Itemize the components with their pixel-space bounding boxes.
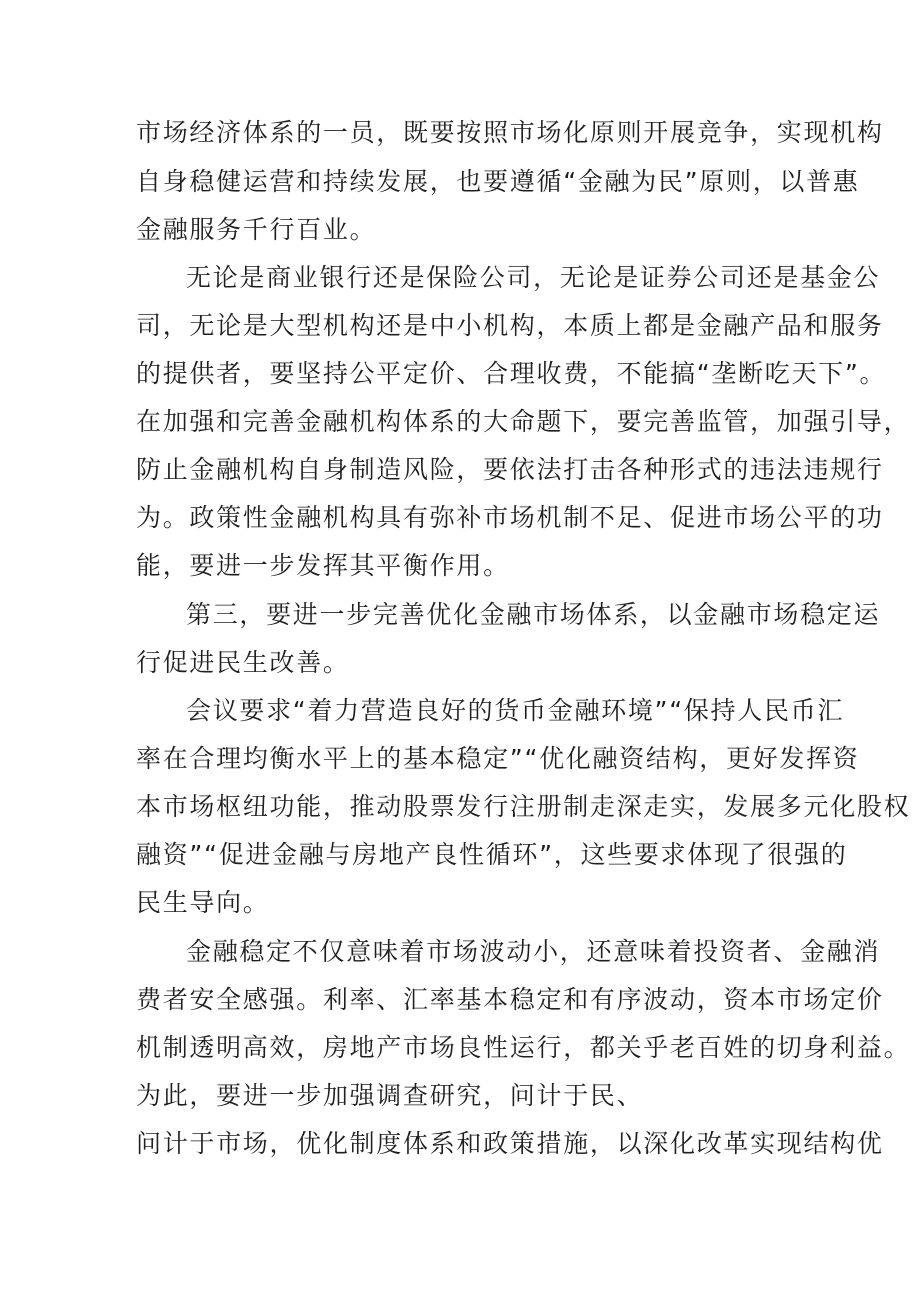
text-line: 费者安全感强。利率、汇率基本稳定和有序波动，资本市场定价 bbox=[136, 985, 884, 1014]
text-line: 机制透明高效，房地产市场良性运行，都关乎老百姓的切身利益。 bbox=[136, 1033, 911, 1062]
text-line: 防止金融机构自身制造风险，要依法打击各种形式的违法违规行 bbox=[136, 455, 884, 484]
text-line: 率在合理均衡水平上的基本稳定”“优化融资结构，更好发挥资 bbox=[136, 744, 860, 773]
text-line: 行促进民生改善。 bbox=[136, 648, 350, 677]
text-line: 问计于市场，优化制度体系和政策措施，以深化改革实现结构优 bbox=[136, 1129, 884, 1158]
text-line: 自身稳健运营和持续发展，也要遵循“金融为民”原则，以普惠 bbox=[136, 167, 860, 196]
text-line: 市场经济体系的一员，既要按照市场化原则开展竞争，实现机构 bbox=[136, 118, 884, 147]
text-line: 金融服务千行百业。 bbox=[136, 215, 377, 244]
text-line: 司，无论是大型机构还是中小机构，本质上都是金融产品和服务 bbox=[136, 311, 884, 340]
text-line: 的提供者，要坚持公平定价、合理收费，不能搞“垄断吃天下”。 bbox=[136, 359, 887, 388]
text-line: 会议要求“着力营造良好的货币金融环境”“保持人民币汇 bbox=[186, 696, 845, 725]
text-line: 民生导向。 bbox=[136, 888, 270, 917]
text-line: 为此，要进一步加强调查研究，问计于民、 bbox=[136, 1081, 644, 1110]
text-line: 能，要进一步发挥其平衡作用。 bbox=[136, 551, 510, 580]
text-line: 在加强和完善金融机构体系的大命题下，要完善监管，加强引导， bbox=[136, 407, 911, 436]
text-line: 金融稳定不仅意味着市场波动小，还意味着投资者、金融消 bbox=[186, 937, 881, 966]
text-line: 无论是商业银行还是保险公司，无论是证券公司还是基金公 bbox=[186, 263, 881, 292]
text-line: 融资”“促进金融与房地产良性循环”，这些要求体现了很强的 bbox=[136, 840, 848, 869]
text-line: 为。政策性金融机构具有弥补市场机制不足、促进市场公平的功 bbox=[136, 503, 884, 532]
text-line: 第三，要进一步完善优化金融市场体系，以金融市场稳定运 bbox=[186, 600, 881, 629]
text-line: 本市场枢纽功能，推动股票发行注册制走深走实，发展多元化股权 bbox=[136, 792, 911, 821]
